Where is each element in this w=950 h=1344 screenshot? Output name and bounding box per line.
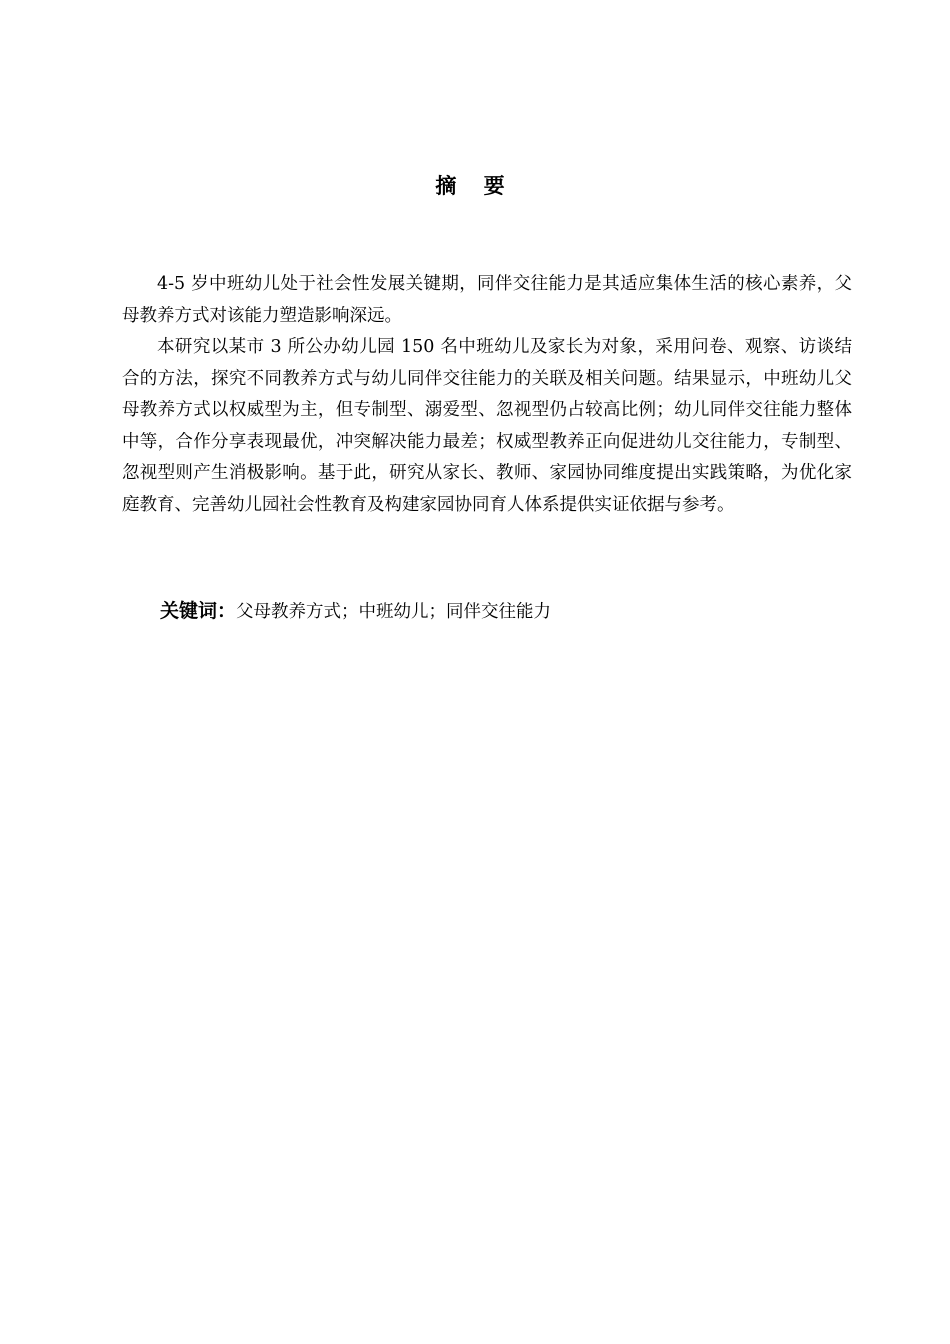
abstract-body — [122, 269, 852, 521]
keywords-label: 关键词： — [160, 600, 237, 622]
keywords-value: 父母教养方式；中班幼儿；同伴交往能力 — [236, 602, 552, 622]
abstract-paragraph-1: 4-5 岁中班幼儿处于社会性发展关键期，同伴交往能力是其适应集体生活的核心素养，父母教养方式对该能力塑造影响深远。 — [122, 274, 852, 326]
abstract-title: 摘 要 — [435, 174, 515, 198]
keywords-line — [160, 596, 551, 628]
abstract-paragraph-2: 本研究以某市 3 所公办幼儿园 150 名中班幼儿及家长为对象，采用问卷、观察、访谈结合的方法，探究不同教养方式与幼儿同伴交往能力的关联及相关问题。结果显示，中班幼儿父母教养方式以权威型为主，但专制型、溺爱型、忽视型仍占较高比例；幼儿同伴交往能力整体中等，合作分享表现最优，冲突解决能力最差；权威型教养正向促进幼儿交往能力，专制型、忽视型则产生消极影响。基于此，研究从家长、教师、家园协同维度提出实践策略，为优化家庭教育、完善幼儿园社会性教育及构建家园协同育人体系提供实证依据与参考。 — [122, 337, 852, 515]
